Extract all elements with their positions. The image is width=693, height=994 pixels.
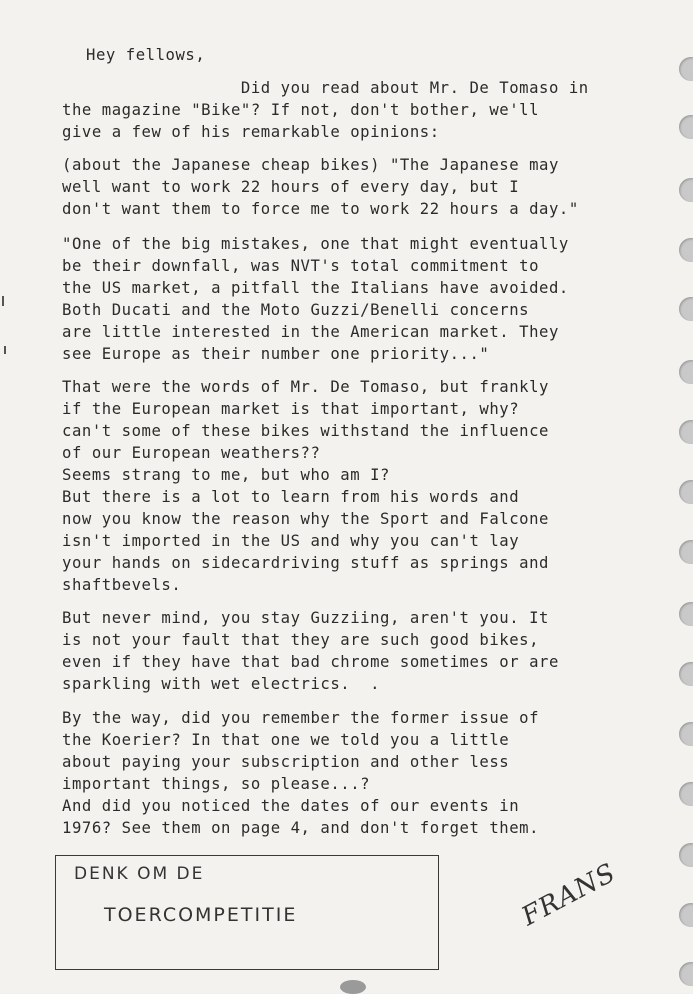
text-line: of our European weathers?? bbox=[62, 444, 321, 462]
text-line: Seems strang to me, but who am I? bbox=[62, 466, 390, 484]
handwritten-line: TOERCOMPETITIE bbox=[104, 904, 298, 926]
punch-hole-icon bbox=[679, 962, 693, 986]
text-line: about paying your subscription and other less bbox=[62, 753, 510, 771]
text-line: That were the words of Mr. De Tomaso, but frankly bbox=[62, 378, 549, 396]
margin-mark-icon bbox=[4, 346, 6, 354]
handwritten-line: DENK OM DE bbox=[74, 864, 205, 884]
text-line: are little interested in the American market. They bbox=[62, 323, 559, 341]
text-line: sparkling with wet electrics. . bbox=[62, 675, 381, 693]
text-line: But there is a lot to learn from his words and bbox=[62, 488, 520, 506]
signature: FRANS bbox=[516, 857, 622, 933]
text-line: even if they have that bad chrome sometimes or are bbox=[62, 653, 559, 671]
text-line: isn't imported in the US and why you can't lay bbox=[62, 532, 520, 550]
text-line: give a few of his remarkable opinions: bbox=[62, 123, 440, 141]
text-line: 1976? See them on page 4, and don't forget them. bbox=[62, 819, 540, 837]
text-line: important things, so please...? bbox=[62, 775, 371, 793]
punch-hole-icon bbox=[679, 602, 693, 626]
punch-hole-icon bbox=[679, 115, 693, 139]
text-line: well want to work 22 hours of every day, but I bbox=[62, 178, 520, 196]
text-line: Both Ducati and the Moto Guzzi/Benelli concerns bbox=[62, 301, 530, 319]
text-line: now you know the reason why the Sport and Falcone bbox=[62, 510, 549, 528]
text-line: By the way, did you remember the former issue of bbox=[62, 709, 540, 727]
punch-hole-icon bbox=[679, 662, 693, 686]
text-line: But never mind, you stay Guzziing, aren't you. It bbox=[62, 609, 549, 627]
punch-hole-icon bbox=[679, 903, 693, 927]
text-line: the magazine "Bike"? If not, don't bother, we'll bbox=[62, 101, 540, 119]
punch-hole-icon bbox=[679, 540, 693, 564]
punch-hole-icon bbox=[679, 843, 693, 867]
text-line: the Koerier? In that one we told you a little bbox=[62, 731, 510, 749]
text-line: if the European market is that important, why? bbox=[62, 400, 520, 418]
text-line: is not your fault that they are such good bikes, bbox=[62, 631, 540, 649]
text-line: (about the Japanese cheap bikes) "The Japanese may bbox=[62, 156, 559, 174]
text-line: be their downfall, was NVT's total commitment to bbox=[62, 257, 540, 275]
text-line: can't some of these bikes withstand the influence bbox=[62, 422, 549, 440]
punch-hole-icon bbox=[679, 238, 693, 262]
text-line: your hands on sidecardriving stuff as springs and bbox=[62, 554, 549, 572]
punch-hole-icon bbox=[679, 178, 693, 202]
text-line: don't want them to force me to work 22 hours a day." bbox=[62, 200, 579, 218]
greeting-line: Hey fellows, bbox=[86, 46, 206, 64]
margin-mark-icon bbox=[2, 296, 4, 306]
punch-hole-icon bbox=[679, 297, 693, 321]
text-line: see Europe as their number one priority..." bbox=[62, 345, 490, 363]
text-line: And did you noticed the dates of our events in bbox=[62, 797, 520, 815]
ink-blot-icon bbox=[340, 980, 366, 994]
text-line: the US market, a pitfall the Italians have avoided. bbox=[62, 279, 569, 297]
punch-hole-icon bbox=[679, 782, 693, 806]
text-line: "One of the big mistakes, one that might eventually bbox=[62, 235, 569, 253]
punch-hole-icon bbox=[679, 480, 693, 504]
punch-hole-icon bbox=[679, 722, 693, 746]
punch-hole-icon bbox=[679, 57, 693, 81]
punch-hole-icon bbox=[679, 420, 693, 444]
handwritten-note-box bbox=[55, 855, 439, 970]
text-line: shaftbevels. bbox=[62, 576, 182, 594]
text-line: Did you read about Mr. De Tomaso in bbox=[62, 79, 589, 97]
punch-hole-icon bbox=[679, 360, 693, 384]
